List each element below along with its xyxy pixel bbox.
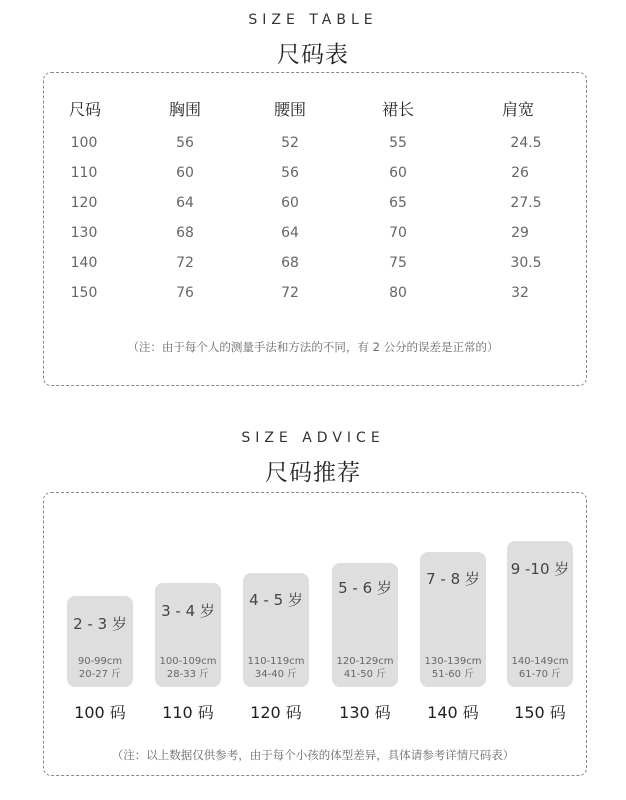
size-advice-title-en: SIZE ADVICE [241,430,385,446]
table-cell: 29 [511,225,529,241]
header-length: 裙长 [381,100,414,119]
advice-weight: 20-27 斤 [78,669,122,680]
advice-height: 120-129cm [336,656,394,667]
table-cell: 60 [281,195,299,211]
advice-range [417,655,489,681]
table-cell: 72 [176,255,194,271]
header-chest: 胸围 [168,100,201,119]
table-cell: 60 [389,165,407,181]
advice-weight: 41-50 斤 [343,669,387,680]
advice-age-label: 7 - 8 岁 [426,570,480,588]
size-advice-title-cn: 尺码推荐 [265,460,361,486]
advice-size-label: 140 码 [427,703,479,722]
advice-age-label: 9 -10 岁 [510,560,570,578]
advice-size-label: 120 码 [250,703,302,722]
advice-range [152,655,224,681]
size-table-title-cn: 尺码表 [277,42,349,68]
advice-size-label: 110 码 [162,703,214,722]
advice-weight: 61-70 斤 [518,669,562,680]
advice-age-label: 3 - 4 岁 [161,602,215,620]
table-cell: 64 [176,195,194,211]
table-cell: 52 [281,135,299,151]
table-cell: 56 [281,165,299,181]
size-advice-note: （注：以上数据仅供参考，由于每个小孩的体型差异，具体请参考详情尺码表） [111,748,515,762]
advice-height: 140-149cm [511,656,569,667]
header-waist: 腰围 [273,100,306,119]
header-size: 尺码 [68,100,101,119]
table-cell: 64 [281,225,299,241]
table-cell: 68 [176,225,194,241]
table-cell: 80 [389,285,407,301]
advice-size-label: 150 码 [514,703,566,722]
advice-size-label: 100 码 [74,703,126,722]
size-table-note: （注：由于每个人的测量手法和方法的不同，有 2 公分的误差是正常的） [127,340,499,354]
advice-age-label: 5 - 6 岁 [338,579,392,597]
advice-range [329,655,401,681]
advice-height: 90-99cm [77,656,123,667]
table-cell: 75 [389,255,407,271]
table-cell: 60 [176,165,194,181]
advice-weight: 34-40 斤 [254,669,298,680]
table-cell: 24.5 [510,135,542,151]
table-cell: 70 [389,225,407,241]
table-cell: 26 [511,165,529,181]
advice-height: 100-109cm [159,656,217,667]
table-cell: 30.5 [510,255,542,271]
table-cell: 27.5 [510,195,542,211]
table-cell: 68 [281,255,299,271]
table-cell: 120 [70,195,98,211]
advice-age-label: 4 - 5 岁 [249,591,303,609]
advice-height: 130-139cm [424,656,482,667]
header-shoulder: 肩宽 [501,100,534,119]
table-cell: 100 [70,135,98,151]
advice-age-label: 2 - 3 岁 [73,615,127,633]
table-cell: 76 [176,285,194,301]
advice-weight: 51-60 斤 [431,669,475,680]
advice-range [240,655,312,681]
advice-height: 110-119cm [247,656,305,667]
table-cell: 140 [70,255,98,271]
table-cell: 150 [70,285,98,301]
table-cell: 110 [70,165,98,181]
table-cell: 56 [176,135,194,151]
table-cell: 55 [389,135,407,151]
size-table-title-en: SIZE TABLE [248,12,378,28]
advice-weight: 28-33 斤 [166,669,210,680]
table-cell: 65 [389,195,407,211]
table-cell: 130 [70,225,98,241]
advice-range [504,655,576,681]
advice-range [64,655,136,681]
advice-size-label: 130 码 [339,703,391,722]
table-cell: 72 [281,285,299,301]
table-cell: 32 [511,285,529,301]
